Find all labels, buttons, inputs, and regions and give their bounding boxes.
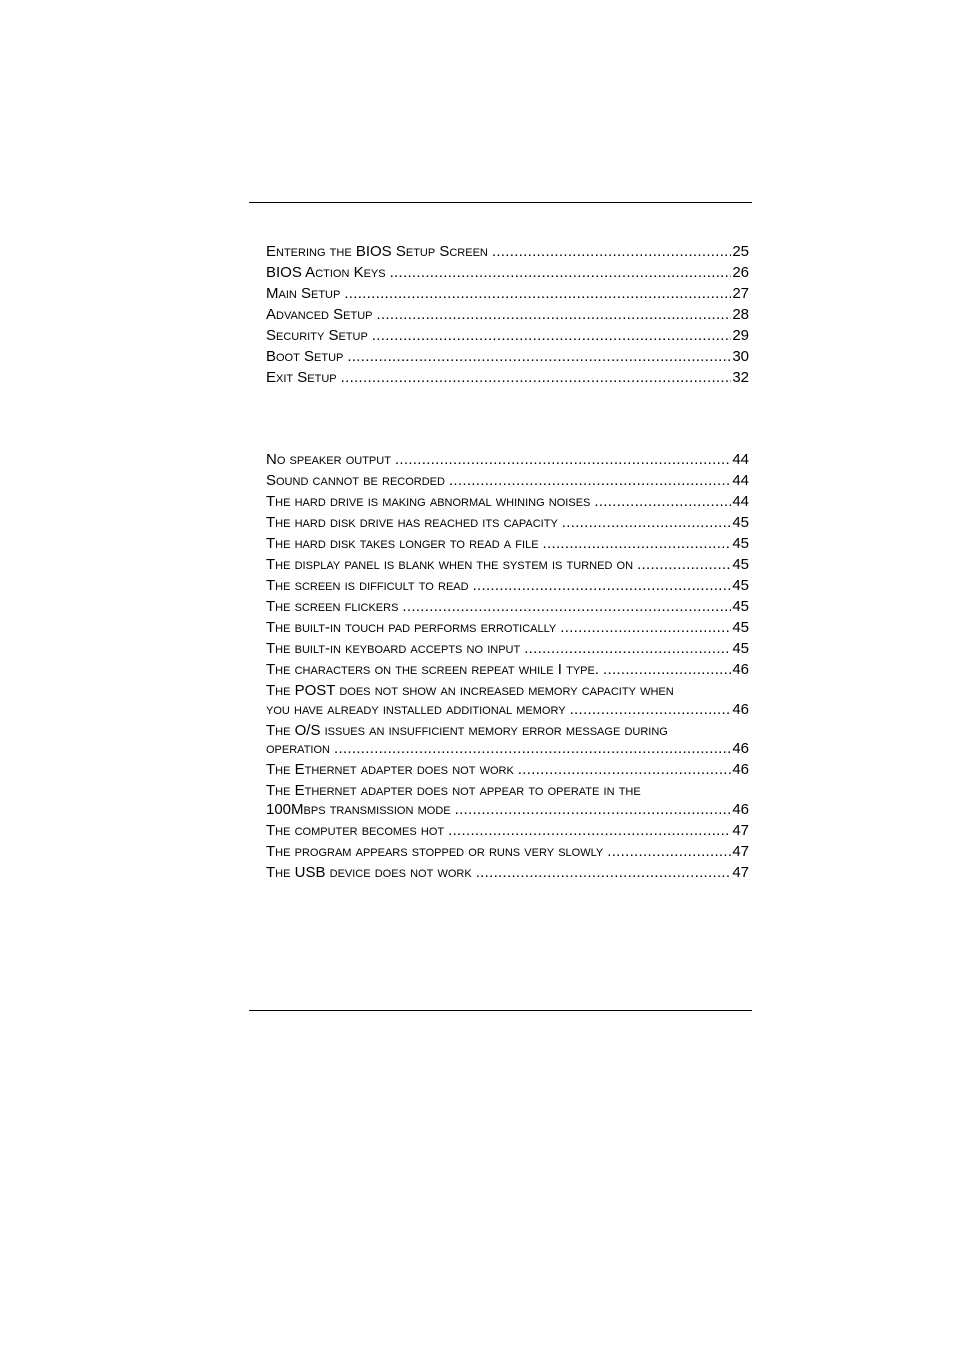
toc-entry-title: Boot Setup — [266, 348, 344, 365]
dot-leader — [402, 598, 731, 617]
toc-entry[interactable] — [266, 722, 749, 759]
toc-entry-page: 26 — [732, 264, 749, 281]
toc-entry-title-line1: The Ethernet adapter does not appear to operate in the — [266, 782, 641, 799]
toc-entry-title: The Ethernet adapter does not work — [266, 761, 514, 778]
toc-entry[interactable] — [266, 661, 749, 680]
dot-leader — [455, 801, 732, 820]
toc-section-troubleshooting — [266, 451, 749, 885]
toc-entry-page: 46 — [732, 661, 749, 678]
toc-entry[interactable] — [266, 577, 749, 596]
toc-entry[interactable] — [266, 472, 749, 491]
toc-entry[interactable] — [266, 822, 749, 841]
toc-entry-page: 28 — [732, 306, 749, 323]
dot-leader — [543, 535, 732, 554]
toc-entry-page: 45 — [732, 640, 749, 657]
toc-entry[interactable] — [266, 451, 749, 470]
toc-entry[interactable] — [266, 493, 749, 512]
toc-entry-page: 46 — [732, 700, 749, 718]
toc-entry-page: 45 — [732, 619, 749, 636]
dot-leader — [341, 369, 732, 388]
toc-entry-page: 30 — [732, 348, 749, 365]
dot-leader — [473, 577, 732, 596]
toc-section-bios — [266, 243, 749, 390]
toc-entry-title-line1: The POST does not show an increased memory capacity when — [266, 682, 674, 699]
toc-entry-page: 45 — [732, 535, 749, 552]
toc-entry-page: 47 — [732, 863, 749, 881]
toc-entry-page: 46 — [732, 740, 749, 757]
toc-entry[interactable] — [266, 619, 749, 638]
toc-entry-page: 32 — [732, 369, 749, 386]
toc-entry-title: The characters on the screen repeat while I type. — [266, 661, 600, 678]
dot-leader — [594, 493, 731, 512]
dot-leader — [448, 822, 731, 841]
toc-entry-page: 46 — [732, 800, 749, 818]
toc-entry-title: The display panel is blank when the system is turned on — [266, 556, 634, 573]
dot-leader — [637, 556, 731, 575]
dot-leader — [395, 451, 731, 470]
dot-leader — [518, 761, 732, 780]
bottom-rule — [249, 1010, 752, 1011]
dot-leader — [570, 701, 732, 720]
toc-entry[interactable] — [266, 327, 749, 346]
toc-entry-page: 45 — [732, 514, 749, 531]
dot-leader — [603, 661, 731, 680]
toc-entry-page: 47 — [732, 821, 749, 839]
toc-entry-title-line2: operation — [266, 740, 330, 757]
toc-entry[interactable] — [266, 556, 749, 575]
toc-entry-title: Sound cannot be recorded — [266, 472, 445, 489]
toc-entry[interactable] — [266, 514, 749, 533]
toc-entry-title: The computer becomes hot — [266, 821, 445, 839]
toc-entry[interactable] — [266, 598, 749, 617]
toc-entry-page: 29 — [732, 327, 749, 344]
toc-entry-title-line2: you have already installed additional memory — [266, 700, 566, 718]
toc-entry[interactable] — [266, 348, 749, 367]
toc-entry-page: 44 — [732, 472, 749, 489]
dot-leader — [562, 514, 732, 533]
toc-entry[interactable] — [266, 535, 749, 554]
toc-entry[interactable] — [266, 369, 749, 388]
toc-entry-title: Advanced Setup — [266, 306, 373, 323]
toc-entry-page: 46 — [732, 761, 749, 778]
toc-entry-title: The USB device does not work — [266, 863, 472, 881]
toc-entry-page: 45 — [732, 556, 749, 573]
toc-entry[interactable] — [266, 782, 749, 819]
toc-entry-page: 44 — [732, 493, 749, 510]
toc-entry[interactable] — [266, 306, 749, 325]
toc-entry-title: The built-in keyboard accepts no input — [266, 640, 521, 657]
dot-leader — [334, 740, 731, 759]
toc-entry-title: The screen flickers — [266, 598, 399, 615]
dot-leader — [390, 264, 732, 283]
toc-entry-title: Main Setup — [266, 285, 341, 302]
toc-entry-title-line1: The O/S issues an insufficient memory error message during — [266, 721, 668, 739]
toc-entry-title-line2: 100Mbps transmission mode — [266, 800, 451, 818]
toc-entry[interactable] — [266, 682, 749, 719]
toc-entry-title: The hard drive is making abnormal whining noises — [266, 493, 591, 510]
toc-entry-page: 45 — [732, 598, 749, 615]
dot-leader — [376, 306, 731, 325]
toc-entry[interactable] — [266, 843, 749, 862]
dot-leader — [372, 327, 732, 346]
toc-entry[interactable] — [266, 864, 749, 883]
toc-entry-title: The program appears stopped or runs very slowly — [266, 842, 604, 860]
toc-entry-title: Exit Setup — [266, 369, 337, 386]
toc-entry-title: The hard disk takes longer to read a file — [266, 535, 539, 552]
toc-entry-title: The screen is difficult to read — [266, 577, 469, 594]
toc-entry[interactable] — [266, 640, 749, 659]
toc-entry-page: 47 — [732, 842, 749, 860]
toc-entry-title: The hard disk drive has reached its capacity — [266, 514, 558, 531]
toc-entry-page: 45 — [732, 577, 749, 594]
dot-leader — [476, 864, 732, 883]
toc-entry[interactable] — [266, 285, 749, 304]
dot-leader — [607, 843, 731, 862]
toc-entry-title: No speaker output — [266, 451, 391, 468]
top-rule — [249, 202, 752, 203]
toc-entry-title: The built-in touch pad performs errotically — [266, 619, 557, 636]
toc-entry-page: 44 — [732, 451, 749, 468]
dot-leader — [492, 243, 731, 262]
dot-leader — [347, 348, 731, 367]
toc-entry-title: Security Setup — [266, 327, 368, 344]
toc-entry-page: 27 — [732, 285, 749, 302]
toc-entry-title: BIOS Action Keys — [266, 264, 386, 281]
dot-leader — [524, 640, 731, 659]
dot-leader — [449, 472, 731, 491]
dot-leader — [560, 619, 731, 638]
toc-entry[interactable] — [266, 761, 749, 780]
dot-leader — [344, 285, 731, 304]
toc-entry[interactable] — [266, 243, 749, 262]
toc-entry-title: Entering the BIOS Setup Screen — [266, 243, 488, 260]
toc-entry[interactable] — [266, 264, 749, 283]
toc-entry-page: 25 — [732, 243, 749, 260]
